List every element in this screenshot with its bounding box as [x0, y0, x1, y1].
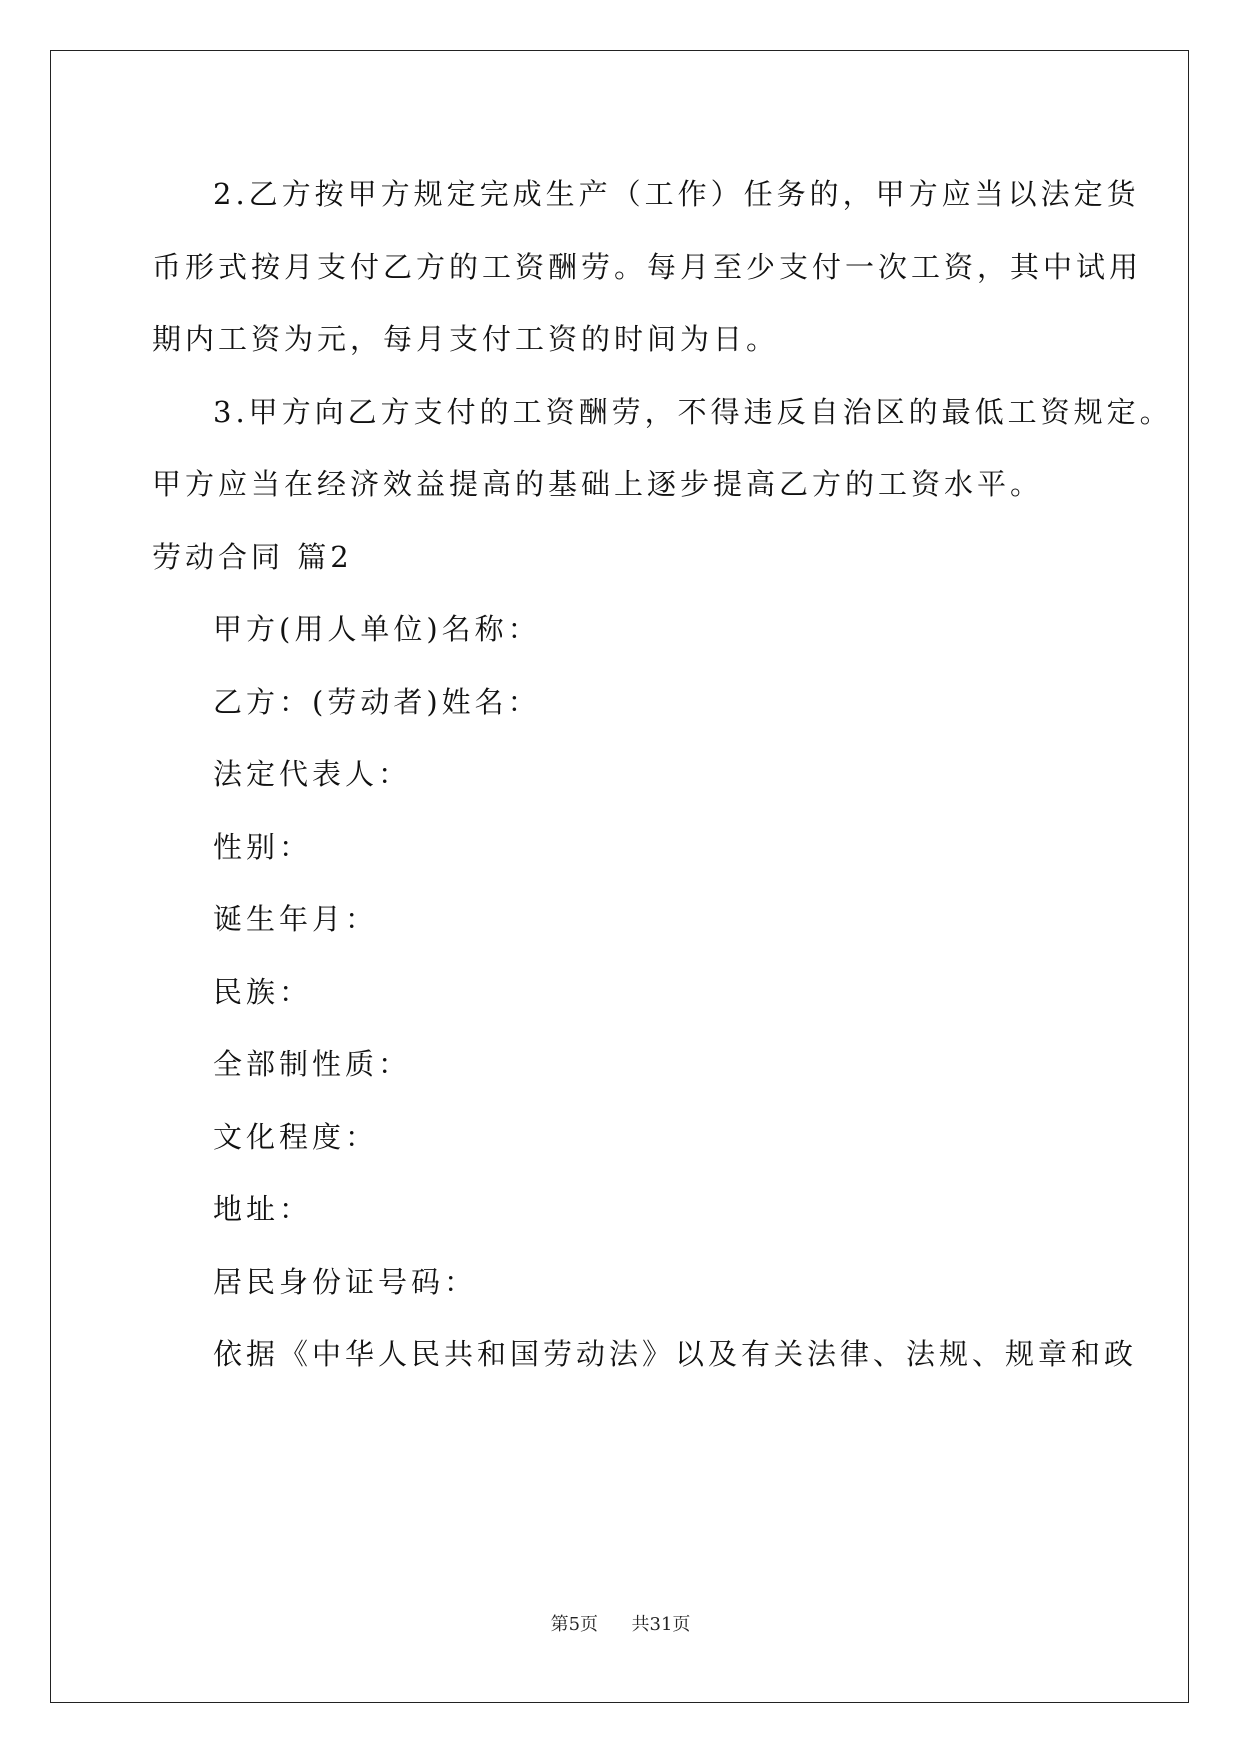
field-label: 性别：: [213, 830, 313, 864]
field-label: 地址：: [213, 1192, 313, 1226]
paragraph-line: 依据《中华人民共和国劳动法》以及有关法律、法规、规章和政: [213, 1337, 1138, 1371]
section-heading: 劳动合同 篇2: [152, 540, 353, 574]
total-page-count: 共31页: [631, 1614, 691, 1635]
paragraph-line: 甲方应当在经济效益提高的基础上逐步提高乙方的工资水平。: [152, 467, 1044, 501]
field-label: 乙方：(劳动者)姓名：: [213, 685, 541, 719]
field-label: 法定代表人：: [213, 757, 412, 791]
field-label: 甲方(用人单位)名称：: [213, 612, 541, 646]
field-label: 诞生年月：: [213, 902, 379, 936]
field-label: 居民身份证号码：: [213, 1265, 478, 1299]
field-label: 民族：: [213, 975, 313, 1009]
paragraph-line: 期内工资为元，每月支付工资的时间为日。: [152, 322, 780, 356]
current-page-number: 第5页: [550, 1614, 599, 1635]
paragraph-line: 3.甲方向乙方支付的工资酬劳，不得违反自治区的最低工资规定。: [213, 395, 1173, 429]
paragraph-line: 2.乙方按甲方规定完成生产（工作）任务的，甲方应当以法定货: [213, 177, 1140, 211]
page-footer: [0, 1613, 1241, 1637]
page-border: [50, 50, 1189, 1703]
field-label: 文化程度：: [213, 1120, 379, 1154]
paragraph-line: 币形式按月支付乙方的工资酬劳。每月至少支付一次工资，其中试用: [152, 250, 1143, 284]
field-label: 全部制性质：: [213, 1047, 412, 1081]
